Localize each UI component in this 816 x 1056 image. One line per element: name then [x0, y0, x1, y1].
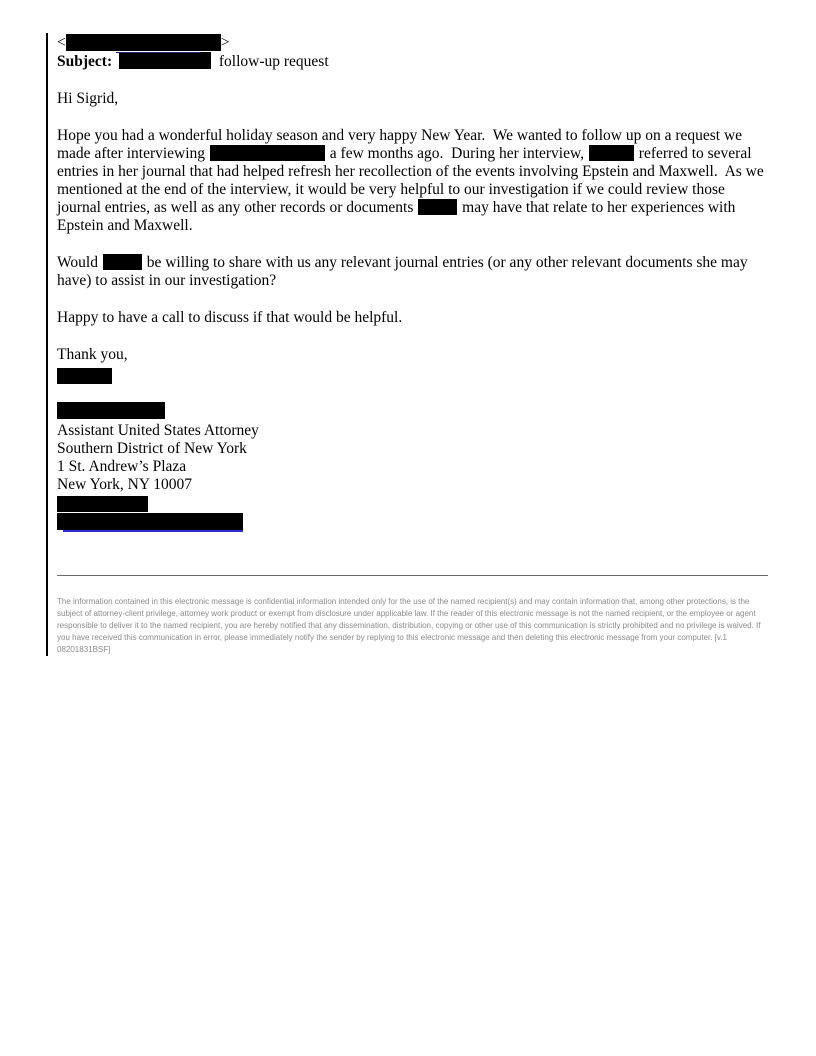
quoted-email [46, 33, 768, 656]
redacted-sender-email [66, 34, 221, 51]
closing: Thank you, [57, 346, 128, 363]
text-run: be willing to share with us any relevant journal entries (or any other relevant documents she may have) to assist in our investigation? [57, 254, 748, 289]
redacted-subject [119, 52, 211, 69]
text-run: Happy to have a call to discuss if that would be helpful. [57, 309, 403, 326]
redaction-bar [210, 145, 325, 161]
subject-line [57, 52, 768, 71]
signature-city: New York, NY 10007 [57, 476, 193, 493]
greeting: Hi Sigrid, [57, 90, 119, 107]
hyperlink-underline-artifact [63, 530, 243, 532]
signature-block [57, 402, 768, 532]
text-run: Hope you had a wonderful holiday season and very happy New Year. We wanted to follow up on a request we made after interviewing [57, 127, 743, 162]
angle-bracket-open: < [57, 33, 66, 51]
paragraph-question [57, 254, 768, 290]
divider-rule [57, 575, 768, 576]
paragraph-request [57, 127, 768, 235]
redaction-bar [103, 254, 142, 270]
signature-office: Southern District of New York [57, 440, 247, 457]
redaction-bar [589, 145, 634, 161]
confidentiality-disclaimer: The information contained in this electronic message is confidential information intended only for the use of the named recipient(s) and may contain information that, among other protections, is the subject of attorney-client privilege, attorney work product or exempt from disclosure under applicable law. If the reader of this electronic message is not the named recipient, or the employee or agent responsible to deliver it to the named recipient, you are hereby notified that any dissemination, distribution, copying or other use of this communication is strictly prohibited and no privilege is waived. If you have received this communication in error, please immediately notify the sender by replying to this electronic message and then deleting this electronic message from your computer. [v.1 08201831BSF] [57, 597, 761, 654]
paragraph-call-offer [57, 309, 768, 327]
redacted-phone [57, 496, 148, 512]
text-run: Would [57, 254, 102, 271]
redacted-signature-name [57, 402, 165, 419]
from-line [57, 33, 768, 52]
angle-bracket-close: > [220, 33, 230, 51]
text-run: referred to several entries in her journal that had helped refresh her recollection of the events involving Epstein and Maxwell. As we mentioned at the end of the interview, it would be very helpful to our investigation if we could review those journal entries, as well as any other records or documents [57, 145, 764, 216]
subject-label: Subject: [57, 53, 113, 70]
subject-text: follow-up request [218, 53, 329, 70]
redaction-bar [418, 199, 457, 215]
redacted-email-wrap [66, 34, 221, 51]
text-run: a few months ago. During her interview, [325, 145, 588, 162]
redacted-contact-email [57, 513, 243, 530]
redacted-signoff-name [57, 368, 112, 384]
hyperlink-underline-artifact [116, 52, 201, 54]
signature-street: 1 St. Andrew’s Plaza [57, 458, 187, 475]
text-run: may have that relate to her experiences with Epstein and Maxwell. [57, 199, 736, 234]
signature-title: Assistant United States Attorney [57, 422, 259, 439]
